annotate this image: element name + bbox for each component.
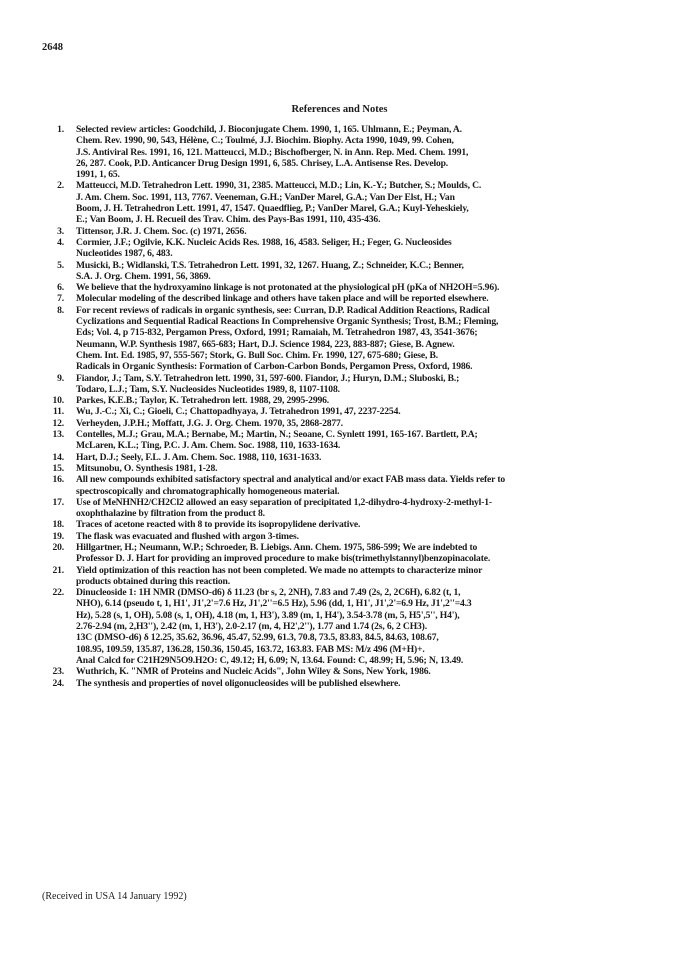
reference-text <box>76 293 650 304</box>
reference-line: E.; Van Boom, J. H. Recueil des Trav. Chim. des Pays-Bas 1991, 110, 435-436. <box>76 214 381 226</box>
reference-number: 8. <box>57 304 64 316</box>
reference-text <box>76 565 650 588</box>
reference-line: Boom, J. H. Tetrahedron Lett. 1991, 47, 1547. Quaedflieg, P.; VanDer Marel, G.A.; Kuyl-Yeheskiely, <box>76 203 469 215</box>
reference-text <box>76 587 650 666</box>
reference-item <box>50 542 650 565</box>
reference-line: Verheyden, J.P.H.; Moffatt, J.G. J. Org. Chem. 1970, 35, 2868-2877. <box>76 417 343 429</box>
reference-item <box>50 373 650 396</box>
reference-item <box>50 395 650 406</box>
reference-item <box>50 497 650 520</box>
reference-text <box>76 519 650 530</box>
reference-text <box>76 226 650 237</box>
reference-item <box>50 282 650 293</box>
reference-number: 5. <box>57 259 64 271</box>
reference-line: Professor D. J. Hart for providing an improved procedure to make bis(trimethylstannyl)benzopinacolate. <box>76 553 491 565</box>
reference-number: 9. <box>57 372 64 384</box>
reference-text <box>76 282 650 293</box>
reference-line: Contelles, M.J.; Grau, M.A.; Bernabe, M.; Martin, N.; Seoane, C. Synlett 1991, 165-167. Bartlett, P.A; <box>76 429 478 441</box>
reference-item <box>50 678 650 689</box>
reference-line: Hart, D.J.; Seely, F.L. J. Am. Chem. Soc. 1988, 110, 1631-1633. <box>76 451 322 463</box>
reference-number: 24. <box>52 677 64 689</box>
reference-line: 26, 287. Cook, P.D. Anticancer Drug Design 1991, 6, 585. Chrisey, L.A. Antisense Res. Develop. <box>76 157 449 169</box>
reference-number: 22. <box>52 587 64 599</box>
reference-item <box>50 463 650 474</box>
reference-item <box>50 124 650 180</box>
reference-text <box>76 406 650 417</box>
reference-line: Fiandor, J.; Tam, S.Y. Tetrahedron lett. 1990, 31, 597-600. Fiandor, J.; Huryn, D.M.; Sluboski, B.; <box>76 372 460 384</box>
reference-line: Cormier, J.F.; Ogilvie, K.K. Nucleic Acids Res. 1988, 16, 4583. Seliger, H.; Feger, G. Nucleosides <box>76 236 452 248</box>
reference-number: 6. <box>57 282 64 294</box>
reference-number: 4. <box>57 236 64 248</box>
reference-line: products obtained during this reaction. <box>76 575 230 587</box>
reference-line: Selected review articles: Goodchild, J. Bioconjugate Chem. 1990, 1, 165. Uhlmann, E.; Peyman, A. <box>76 124 462 135</box>
reference-number: 17. <box>52 496 64 508</box>
reference-line: For recent reviews of radicals in organic synthesis, see: Curran, D.P. Radical Addition Reactions, Radical <box>76 304 490 316</box>
reference-line: Neumann, W.P. Synthesis 1987, 665-683; Hart, D.J. Science 1984, 223, 883-887; Giese, B. Agnew. <box>76 338 455 350</box>
reference-line: J. Am. Chem. Soc. 1991, 113, 7767. Veeneman, G.H.; VanDer Marel, G.A.; Van Der Elst, H.; Van <box>76 191 455 203</box>
reference-line: Chem. Int. Ed. 1985, 97, 555-567; Stork, G. Bull Soc. Chim. Fr. 1990, 127, 675-680; Giese, B. <box>76 349 438 361</box>
reference-item <box>50 260 650 283</box>
reference-number: 15. <box>52 462 64 474</box>
reference-line: Mitsunobu, O. Synthesis 1981, 1-28. <box>76 462 218 474</box>
reference-text <box>76 542 650 565</box>
reference-number: 2. <box>57 180 64 192</box>
reference-line: Traces of acetone reacted with 8 to provide its isopropylidene derivative. <box>76 519 361 531</box>
reference-item <box>50 237 650 260</box>
reference-text <box>76 237 650 260</box>
reference-text <box>76 305 650 373</box>
reference-number: 18. <box>52 519 64 531</box>
reference-line: Parkes, K.E.B.; Taylor, K. Tetrahedron lett. 1988, 29, 2995-2996. <box>76 395 330 407</box>
reference-item <box>50 452 650 463</box>
reference-item <box>50 418 650 429</box>
reference-item <box>50 293 650 304</box>
reference-line: 13C (DMSO-d6) δ 12.25, 35.62, 36.96, 45.47, 52.99, 61.3, 70.8, 73.5, 83.83, 84.5, 84.63, 108.67, <box>76 632 439 644</box>
reference-text <box>76 463 650 474</box>
reference-number: 23. <box>52 666 64 678</box>
reference-line: Nucleotides 1987, 6, 483. <box>76 248 173 260</box>
received-date: (Received in USA 14 January 1992) <box>42 891 187 902</box>
reference-number: 13. <box>52 429 64 441</box>
reference-line: Wuthrich, K. "NMR of Proteins and Nucleic Acids", John Wiley & Sons, New York, 1986. <box>76 666 431 678</box>
reference-text <box>76 531 650 542</box>
reference-line: Todaro, L.J.; Tam, S.Y. Nucleosides Nucleotides 1989, 8, 1107-1108. <box>76 383 340 395</box>
reference-line: We believe that the hydroxyamino linkage is not protonated at the physiological pH (pKa of NH2OH=5.96). <box>76 282 500 294</box>
reference-number: 1. <box>57 124 64 135</box>
reference-text <box>76 260 650 283</box>
reference-item <box>50 180 650 225</box>
reference-text <box>76 124 650 180</box>
reference-line: Chem. Rev. 1990, 90, 543, Hélène, C.; Toulmé, J.J. Biochim. Biophy. Acta 1990, 1049, 99. Cohen, <box>76 135 454 147</box>
reference-item <box>50 565 650 588</box>
reference-text <box>76 497 650 520</box>
reference-item <box>50 531 650 542</box>
reference-line: spectroscopically and chromatographically homogeneous material. <box>76 485 340 497</box>
reference-item <box>50 305 650 373</box>
reference-line: oxophthalazine by filtration from the product 8. <box>76 508 265 520</box>
reference-number: 21. <box>52 564 64 576</box>
reference-line: S.A. J. Org. Chem. 1991, 56, 3869. <box>76 270 211 282</box>
reference-number: 19. <box>52 530 64 542</box>
reference-line: Yield optimization of this reaction has not been completed. We made no attempts to characterize minor <box>76 564 483 576</box>
reference-text <box>76 418 650 429</box>
reference-text <box>76 452 650 463</box>
reference-line: Matteucci, M.D. Tetrahedron Lett. 1990, 31, 2385. Matteucci, M.D.; Lin, K.-Y.; Butcher, S.; Moulds, C. <box>76 180 482 192</box>
reference-item <box>50 429 650 452</box>
reference-text <box>76 373 650 396</box>
reference-line: Radicals in Organic Synthesis: Formation of Carbon-Carbon Bonds, Pergamon Press, Oxford, 1986. <box>76 361 473 373</box>
reference-text <box>76 666 650 677</box>
reference-number: 7. <box>57 293 64 305</box>
reference-text <box>76 429 650 452</box>
reference-line: All new compounds exhibited satisfactory spectral and analytical and/or exact FAB mass data. Yields refer to <box>76 474 506 486</box>
reference-line: Tittensor, J.R. J. Chem. Soc. (c) 1971, 2656. <box>76 225 247 237</box>
reference-text <box>76 474 650 497</box>
reference-line: 108.95, 109.59, 135.87, 136.28, 150.36, 150.45, 163.72, 163.83. FAB MS: M/z 496 (M+H)+. <box>76 643 425 655</box>
reference-line: Wu, J.-C.; Xi, C.; Gioeli, C.; Chattopadhyaya, J. Tetrahedron 1991, 47, 2237-2254. <box>76 406 401 418</box>
reference-number: 12. <box>52 417 64 429</box>
reference-number: 10. <box>52 395 64 407</box>
reference-number: 3. <box>57 225 64 237</box>
reference-text <box>76 395 650 406</box>
reference-item <box>50 474 650 497</box>
reference-line: Use of MeNHNH2/CH2Cl2 allowed an easy separation of precipitated 1,2-dihydro-4-hydroxy-2-methyl-1- <box>76 496 492 508</box>
reference-line: Anal Calcd for C21H29N5O9.H2O: C, 49.12; H, 6.09; N, 13.64. Found: C, 48.99; H, 5.96; N, 13.49. <box>76 654 464 666</box>
page-number: 2648 <box>42 42 63 53</box>
section-heading: References and Notes <box>291 104 388 115</box>
reference-item <box>50 587 650 666</box>
reference-line: 1991, 1, 65. <box>76 169 120 181</box>
reference-line: J.S. Antiviral Res. 1991, 16, 121. Matteucci, M.D.; Bischofberger, N. in Ann. Rep. Med. Chem. 1991, <box>76 146 469 158</box>
reference-list <box>50 124 650 689</box>
reference-item <box>50 406 650 417</box>
reference-number: 14. <box>52 451 64 463</box>
reference-text <box>76 180 650 225</box>
reference-item <box>50 226 650 237</box>
reference-line: The flask was evacuated and flushed with argon 3-times. <box>76 530 299 542</box>
reference-line: 2.76-2.94 (m, 2,H3''), 2.42 (m, 1, H3'), 2.0-2.17 (m, 4, H2',2''), 1.77 and 1.74 (2s, 6, 2 CH3). <box>76 621 427 633</box>
reference-number: 16. <box>52 474 64 486</box>
reference-line: Hz), 5.28 (s, 1, OH), 5.08 (s, 1, OH), 4.18 (m, 1, H3'), 3.89 (m, 1, H4'), 3.54-3.78 (m, 5, H5',5'', H4'), <box>76 609 460 621</box>
reference-number: 20. <box>52 541 64 553</box>
reference-item <box>50 666 650 677</box>
reference-line: Dinucleoside 1: 1H NMR (DMSO-d6) δ 11.23 (br s, 2, 2NH), 7.83 and 7.49 (2s, 2, 2C6H), 6.82 (t, 1, <box>76 587 461 599</box>
reference-line: The synthesis and properties of novel oligonucleosides will be published elsewhere. <box>76 677 401 689</box>
reference-line: Hillgartner, H.; Neumann, W.P.; Schroeder, B. Liebigs. Ann. Chem. 1975, 586-599; We are indebted to <box>76 541 478 553</box>
reference-text <box>76 678 650 689</box>
reference-number: 11. <box>52 406 64 418</box>
reference-line: McLaren, K.L.; Ting, P.C. J. Am. Chem. Soc. 1988, 110, 1633-1634. <box>76 440 341 452</box>
reference-item <box>50 519 650 530</box>
reference-line: NHO), 6.14 (pseudo t, 1, H1', J1',2'=7.6 Hz, J1',2''=6.5 Hz), 5.96 (dd, 1, H1', J1',2'=6.9 Hz, J1',2''=4.3 <box>76 598 472 610</box>
reference-line: Eds; Vol. 4, p 715-832, Pergamon Press, Oxford, 1991; Ramaiah, M. Tetrahedron 1987, 43, 3541-3676; <box>76 327 478 339</box>
reference-line: Cyclizations and Sequential Radical Reactions In Comprehensive Organic Synthesis; Trost, B.M.; Fleming, <box>76 316 499 328</box>
reference-line: Molecular modeling of the described linkage and others have taken place and will be reported elsewhere. <box>76 293 489 305</box>
reference-line: Musicki, B.; Widlanski, T.S. Tetrahedron Lett. 1991, 32, 1267. Huang, Z.; Schneider, K.C.; Benner, <box>76 259 464 271</box>
